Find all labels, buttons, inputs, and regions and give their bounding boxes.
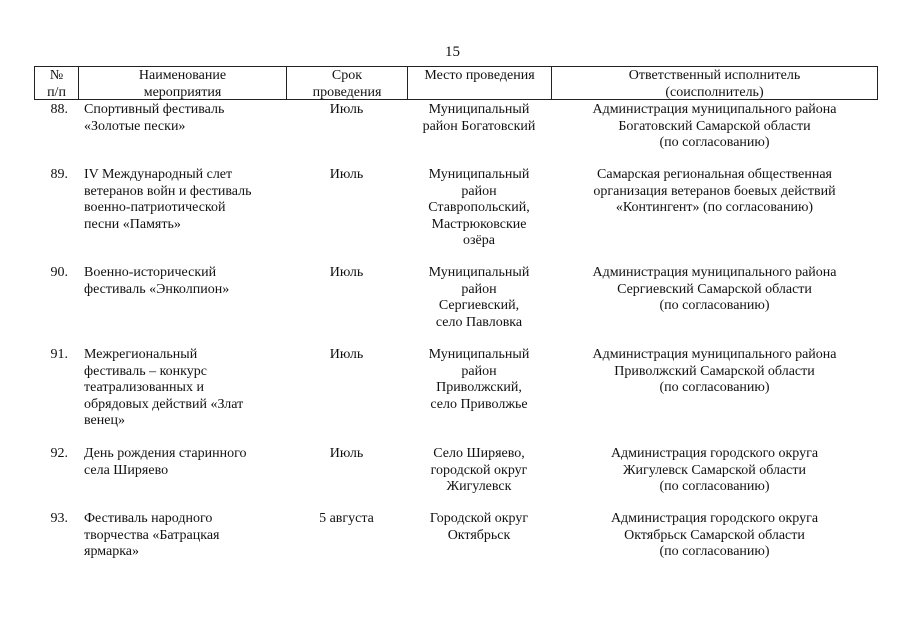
event-name-line: творчества «Батрацкая bbox=[84, 527, 220, 543]
event-responsible-line: Администрация городского округа bbox=[610, 446, 819, 461]
header-date-line: проведения bbox=[312, 84, 382, 99]
header-name-line: мероприятия bbox=[143, 84, 222, 99]
event-name-line: Спортивный фестиваль bbox=[84, 102, 225, 117]
event-place-line: район bbox=[461, 183, 497, 199]
event-name-line: IV Международный слет bbox=[84, 167, 233, 182]
header-number bbox=[34, 67, 78, 99]
table-row bbox=[34, 511, 878, 561]
event-responsible-line: Приволжский Самарской области bbox=[614, 363, 815, 379]
events-table bbox=[34, 66, 878, 559]
table-header bbox=[34, 66, 878, 100]
event-name-line: обрядовых действий «Злат bbox=[84, 396, 244, 412]
event-responsible-line: Администрация городского округа bbox=[610, 511, 819, 526]
event-place-line: село Павловка bbox=[435, 314, 523, 330]
event-date bbox=[286, 167, 407, 250]
event-date bbox=[286, 511, 407, 561]
header-place bbox=[407, 67, 551, 99]
header-responsible bbox=[551, 67, 878, 99]
event-place bbox=[407, 347, 551, 430]
event-place-line: Октябрьск bbox=[447, 527, 511, 543]
header-event-name bbox=[78, 67, 286, 99]
event-name-line: венец» bbox=[84, 413, 125, 428]
event-date-line: Июль bbox=[329, 265, 364, 280]
event-date-line: Июль bbox=[329, 102, 364, 117]
event-date-line: Июль bbox=[329, 347, 364, 362]
event-place-line: Муниципальный bbox=[428, 167, 530, 182]
event-responsible bbox=[551, 347, 878, 430]
row-number: 90. bbox=[50, 265, 68, 280]
event-responsible-line: Самарская региональная общественная bbox=[597, 167, 832, 182]
event-place-line: село Приволжье bbox=[430, 396, 528, 412]
event-responsible-line: Администрация муниципального района bbox=[592, 347, 837, 362]
event-place-line: Село Ширяево, bbox=[433, 446, 525, 461]
header-number-line: п/п bbox=[47, 84, 66, 99]
header-name-line: Наименование bbox=[138, 68, 227, 83]
event-place-line: городской округ bbox=[430, 462, 528, 478]
event-name-line: ветеранов войн и фестиваль bbox=[84, 183, 252, 199]
page-number: 15 bbox=[445, 44, 460, 60]
table-row bbox=[34, 347, 878, 430]
row-number: 93. bbox=[50, 511, 68, 526]
event-responsible-line: (по согласованию) bbox=[659, 135, 770, 150]
event-name-line: села Ширяево bbox=[84, 462, 169, 478]
event-place-line: Сергиевский, bbox=[438, 298, 520, 313]
event-responsible-line: Администрация муниципального района bbox=[592, 265, 837, 280]
event-date bbox=[286, 102, 407, 152]
header-place-line: Место проведения bbox=[424, 68, 535, 83]
event-responsible-line: Богатовский Самарской области bbox=[618, 118, 811, 134]
row-number: 91. bbox=[50, 347, 68, 362]
event-place-line: Муниципальный bbox=[428, 102, 530, 117]
row-number: 88. bbox=[50, 102, 68, 117]
event-place-line: район bbox=[461, 281, 497, 297]
event-responsible-line: (по согласованию) bbox=[659, 479, 770, 494]
event-name-line: ярмарка» bbox=[84, 544, 140, 559]
event-name-line: фестиваль «Энколпион» bbox=[84, 281, 230, 297]
event-place-line: Городской округ bbox=[429, 511, 529, 526]
event-responsible-line: Администрация муниципального района bbox=[592, 102, 837, 117]
event-responsible bbox=[551, 446, 878, 496]
table-row bbox=[34, 265, 878, 331]
event-date bbox=[286, 265, 407, 331]
event-name-line: фестиваль – конкурс bbox=[84, 363, 207, 379]
header-number-line: № bbox=[49, 68, 64, 83]
event-responsible bbox=[551, 265, 878, 331]
event-name bbox=[78, 167, 286, 250]
event-responsible-line: организация ветеранов боевых действий bbox=[593, 183, 836, 199]
event-date-line: Июль bbox=[329, 446, 364, 461]
event-place bbox=[407, 446, 551, 496]
row-number: 92. bbox=[50, 446, 68, 461]
event-name-line: военно-патриотической bbox=[84, 200, 226, 215]
table-row bbox=[34, 446, 878, 496]
event-responsible-line: (по согласованию) bbox=[659, 544, 770, 559]
event-name bbox=[78, 102, 286, 152]
event-name bbox=[78, 511, 286, 561]
table-row bbox=[34, 102, 878, 152]
event-place-line: Приволжский, bbox=[436, 380, 522, 395]
event-responsible bbox=[551, 167, 878, 250]
event-name bbox=[78, 347, 286, 430]
event-responsible-line: Сергиевский Самарской области bbox=[617, 281, 812, 297]
event-place-line: озёра bbox=[463, 233, 495, 248]
event-name-line: «Золотые пески» bbox=[84, 118, 186, 134]
event-place-line: Ставропольский, bbox=[428, 200, 530, 215]
header-date bbox=[286, 67, 407, 99]
event-place-line: район bbox=[461, 363, 497, 379]
event-responsible bbox=[551, 102, 878, 152]
header-responsible-line: (соисполнитель) bbox=[665, 84, 764, 99]
event-place-line: Жигулевск bbox=[446, 479, 512, 494]
event-date bbox=[286, 347, 407, 430]
header-date-line: Срок bbox=[331, 68, 363, 83]
event-responsible bbox=[551, 511, 878, 561]
event-place-line: Мастрюковские bbox=[431, 216, 527, 232]
row-number: 89. bbox=[50, 167, 68, 182]
event-name-line: песни «Память» bbox=[84, 216, 181, 232]
event-date-line: 5 августа bbox=[319, 511, 374, 526]
event-name bbox=[78, 446, 286, 496]
header-responsible-line: Ответственный исполнитель bbox=[628, 68, 801, 83]
event-place-line: район Богатовский bbox=[422, 118, 536, 134]
event-responsible-line: (по согласованию) bbox=[659, 380, 770, 395]
event-date-line: Июль bbox=[329, 167, 364, 182]
event-name-line: театрализованных и bbox=[84, 380, 204, 395]
table-row bbox=[34, 167, 878, 250]
event-place bbox=[407, 167, 551, 250]
event-place bbox=[407, 102, 551, 152]
event-responsible-line: Октябрьск Самарской области bbox=[624, 527, 805, 543]
event-date bbox=[286, 446, 407, 496]
event-name bbox=[78, 265, 286, 331]
event-responsible-line: (по согласованию) bbox=[659, 298, 770, 313]
event-name-line: Фестиваль народного bbox=[84, 511, 213, 526]
event-place-line: Муниципальный bbox=[428, 347, 530, 362]
event-place bbox=[407, 265, 551, 331]
event-place bbox=[407, 511, 551, 561]
event-responsible-line: Жигулевск Самарской области bbox=[622, 462, 807, 478]
event-place-line: Муниципальный bbox=[428, 265, 530, 280]
event-name-line: Военно-исторический bbox=[84, 265, 217, 280]
event-name-line: Межрегиональный bbox=[84, 347, 198, 362]
event-name-line: День рождения старинного bbox=[84, 446, 247, 461]
event-responsible-line: «Контингент» (по согласованию) bbox=[615, 200, 814, 215]
